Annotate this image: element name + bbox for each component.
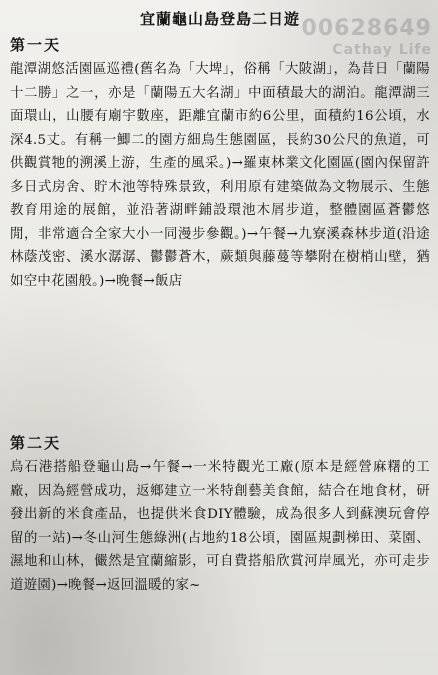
day-itinerary-1: 龍潭湖悠活園區巡禮(舊名為「大埤」，俗稱「大陂湖」，為昔日「蘭陽十二勝」之一，亦是「蘭陽五大名湖」中面積最大的湖泊。龍潭湖三面環山，山腰有廟宇數座，距離宜蘭市約6公里，面積約16公頃，水深4.5丈。有稱一鯽二的園方細鳥生態園區，長約30公尺的魚道，可供觀賞牠的溯溪上游，生產的風采。)→羅東林業文化園區(園內保留許多日式房舍、貯木池等特殊景致，利用原有建築做為文物展示、生態教育用途的展館，並沿著湖畔鋪設環池木屑步道，整體園區蒼鬱悠閒，非常適合全家大小一同漫步參觀。)→午餐→九寮溪森林步道(沿途林蔭茂密、溪水潺潺、鬱鬱蒼木，蕨類與藤蔓等攀附在樹梢山壁，猶如空中花園般。)→晚餐→飯店: [10, 62, 430, 289]
watermark-text: Cathay Life: [332, 42, 432, 58]
watermark-number: 00628649: [301, 16, 432, 41]
day-heading-1: 第一天: [10, 36, 62, 54]
watermark: [302, 18, 432, 57]
day-itinerary-2: 烏石港搭船登龜山島→午餐→一米特觀光工廠(原本是經營麻糬的工廠，因為經營成功，返鄉建立一米特創藝美食館，結合在地食材，研發出新的米食產品，也提供米食DIY體驗，成為很多人到蘇澳玩會停留的一站)→冬山河生態綠洲(占地約18公頃，園區規劃梯田、菜園、濕地和山林，儼然是宜蘭縮影，可自費搭船欣賞河岸風光，亦可走步道遊園)→晚餐→返回溫暖的家~: [10, 460, 430, 593]
page-title: 宜蘭龜山島登島二日遊: [139, 10, 300, 28]
day-section-2: [10, 432, 430, 597]
day-section-1: [10, 34, 430, 398]
section-divider: [10, 398, 430, 432]
day-heading-2: 第二天: [10, 434, 62, 452]
